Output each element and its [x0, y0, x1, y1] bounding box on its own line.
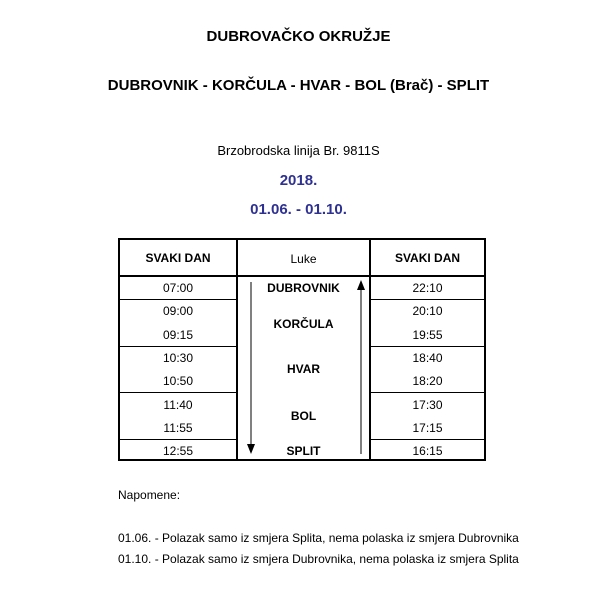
header-divider	[120, 275, 484, 277]
return-time: 16:15	[412, 444, 443, 458]
departure-time: 12:55	[162, 444, 194, 458]
port-dubrovnik: DUBROVNIK	[267, 281, 340, 295]
note-item: 01.10. - Polazak samo iz smjera Dubrovnika, nema polaska iz smjera Splita	[118, 552, 519, 566]
year-label: 2018.	[279, 172, 318, 189]
departure-time: 11:55	[163, 421, 193, 435]
return-time: 22:10	[412, 281, 443, 295]
row-divider	[371, 346, 484, 347]
notes-title: Napomene:	[118, 488, 181, 502]
note-item: 01.06. - Polazak samo iz smjera Splita, nema polaska iz smjera Dubrovnika	[118, 531, 519, 545]
return-time: 17:15	[412, 421, 443, 435]
header-right: SVAKI DAN	[394, 251, 461, 265]
return-time: 17:30	[412, 398, 443, 412]
line-number: Brzobrodska linija Br. 9811S	[217, 143, 380, 158]
row-divider	[371, 299, 484, 300]
return-time: 19:55	[412, 328, 443, 342]
period-label: 01.06. - 01.10.	[250, 201, 347, 218]
departure-time: 11:40	[163, 398, 193, 412]
row-divider	[371, 439, 484, 440]
departure-time: 10:50	[162, 374, 194, 388]
port-bol: BOL	[290, 409, 317, 423]
return-time: 18:40	[412, 351, 443, 365]
row-divider	[120, 299, 236, 300]
return-time: 18:20	[412, 374, 443, 388]
region-title: DUBROVAČKO OKRUŽJE	[206, 28, 391, 45]
port-korcula: KORČULA	[273, 317, 334, 331]
return-time: 20:10	[412, 304, 443, 318]
port-hvar: HVAR	[286, 362, 321, 376]
row-divider	[120, 392, 236, 393]
arrow-down-icon	[245, 278, 257, 458]
row-divider	[120, 346, 236, 347]
column-divider	[236, 240, 238, 459]
header-left: SVAKI DAN	[145, 251, 211, 265]
departure-time: 10:30	[162, 351, 194, 365]
row-divider	[120, 439, 236, 440]
timetable	[118, 238, 486, 461]
port-split: SPLIT	[286, 444, 321, 458]
header-ports: Luke	[290, 252, 317, 266]
departure-time: 09:00	[162, 304, 194, 318]
route-title: DUBROVNIK - KORČULA - HVAR - BOL (Brač) - SPLIT	[107, 77, 490, 94]
departure-time: 09:15	[162, 328, 194, 342]
arrow-up-icon	[355, 278, 367, 458]
departure-time: 07:00	[162, 281, 194, 295]
row-divider	[371, 392, 484, 393]
